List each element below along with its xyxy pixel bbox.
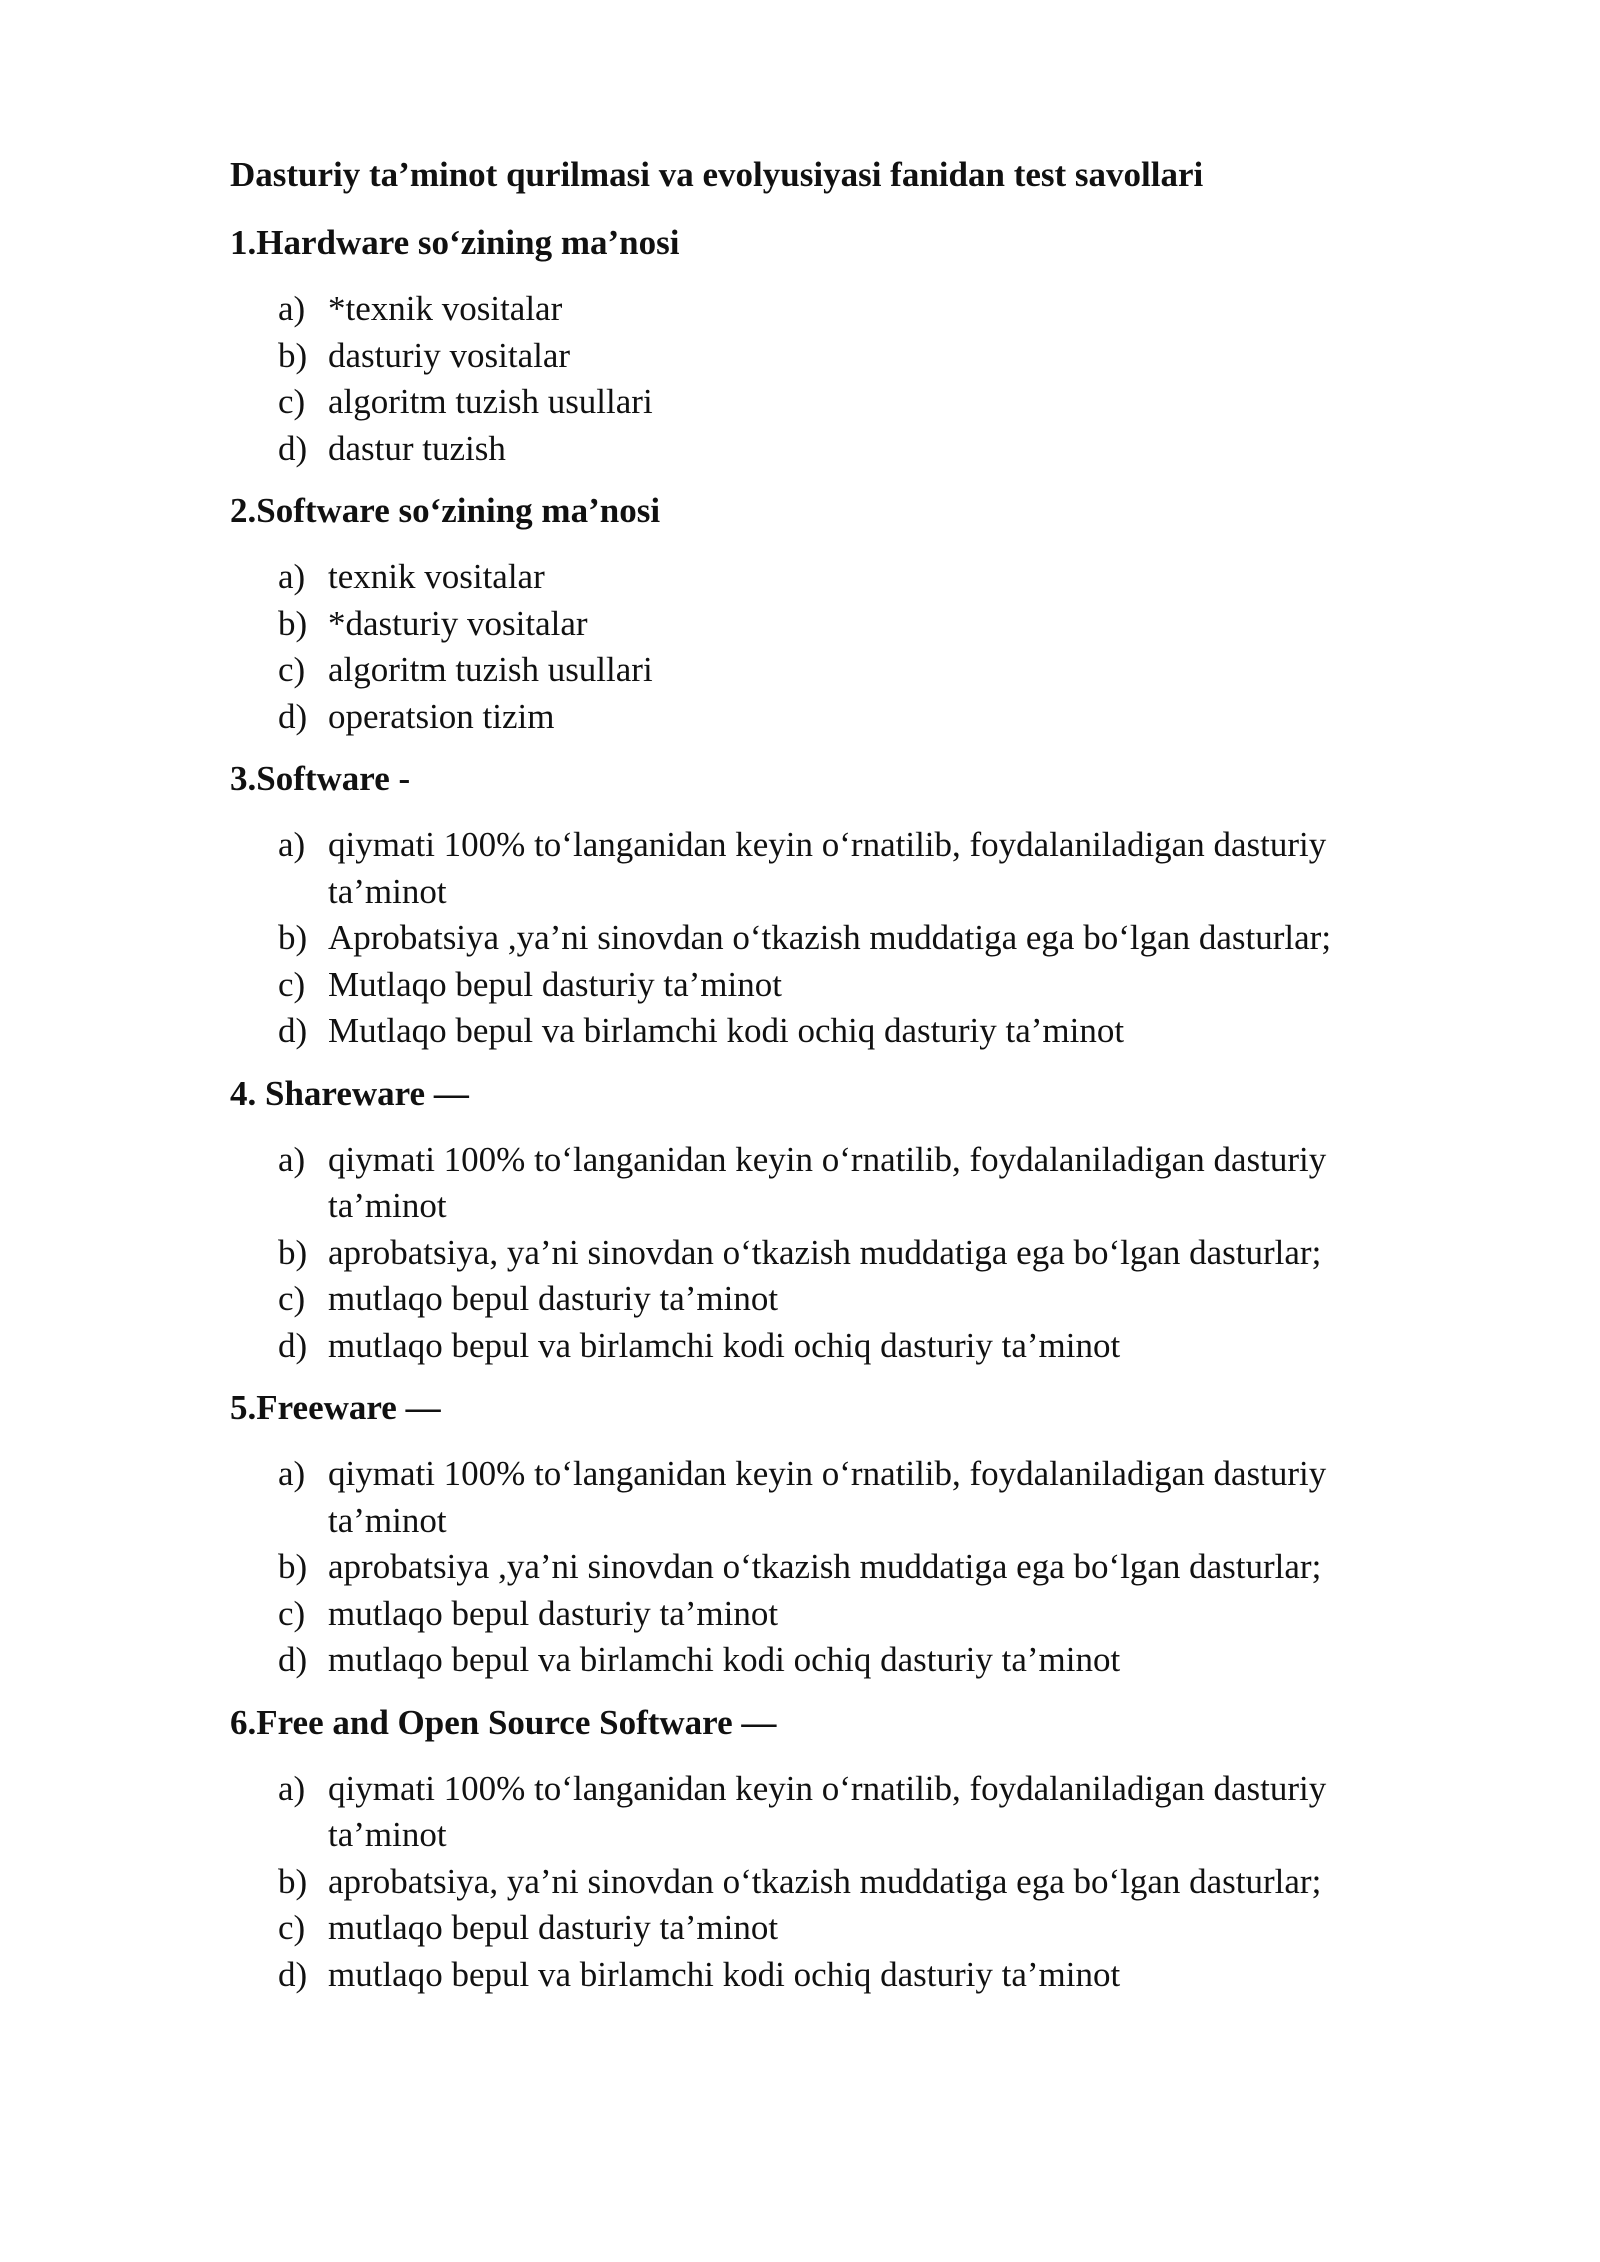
question-title: 1.Hardware so‘zining ma’nosi xyxy=(230,223,680,262)
option-letter: b) xyxy=(278,335,308,375)
option-letter: b) xyxy=(278,918,308,957)
question-4-option-c xyxy=(230,1276,1410,1323)
option-text: mutlaqo bepul va birlamchi kodi ochiq dasturiy ta’minot xyxy=(328,1325,1121,1365)
option-letter: c) xyxy=(278,964,306,1004)
option-letter: c) xyxy=(278,650,306,689)
option-text: operatsion tizim xyxy=(328,696,555,736)
question-1-option-d xyxy=(230,426,1410,473)
document-title: Dasturiy ta’minot qurilmasi va evolyusiyasi fanidan test savollari xyxy=(230,155,1204,194)
option-text: algoritm tuzish usullari xyxy=(328,382,653,421)
question-4-option-b xyxy=(230,1230,1410,1277)
option-text: algoritm tuzish usullari xyxy=(328,650,653,689)
option-letter: a) xyxy=(278,1768,306,1808)
option-letter: a) xyxy=(278,1454,306,1493)
question-title: 3.Software - xyxy=(230,759,411,798)
option-letter: b) xyxy=(278,1547,308,1586)
option-text: dasturiy vositalar xyxy=(328,335,571,375)
option-text: mutlaqo bepul dasturiy ta’minot xyxy=(328,1593,779,1633)
option-letter: d) xyxy=(278,1954,308,1994)
question-6-option-a xyxy=(230,1766,1410,1859)
option-letter: c) xyxy=(278,1908,306,1947)
question-3-option-a xyxy=(230,822,1410,915)
option-text: aprobatsiya ,ya’ni sinovdan o‘tkazish muddatiga ega bo‘lgan dasturlar; xyxy=(328,1547,1322,1586)
question-6-option-d xyxy=(230,1952,1410,1999)
question-3 xyxy=(230,754,1410,1055)
option-text: *texnik vositalar xyxy=(328,289,563,328)
option-text: qiymati 100% to‘langanidan keyin o‘rnatilib, foydalaniladigan dasturiy ta’minot xyxy=(328,1768,1327,1854)
question-2-option-d xyxy=(230,694,1410,741)
option-letter: a) xyxy=(278,1139,306,1179)
option-list xyxy=(230,1766,1410,1999)
question-5-option-d xyxy=(230,1637,1410,1684)
option-letter: b) xyxy=(278,1861,308,1901)
question-4-option-d xyxy=(230,1323,1410,1370)
option-text: Mutlaqo bepul dasturiy ta’minot xyxy=(328,964,782,1004)
question-6-option-c xyxy=(230,1905,1410,1952)
question-list xyxy=(230,218,1410,1998)
question-title: 5.Freeware — xyxy=(230,1388,441,1427)
option-text: dastur tuzish xyxy=(328,428,506,468)
question-1-option-c xyxy=(230,379,1410,426)
option-list xyxy=(230,286,1410,472)
option-letter: b) xyxy=(278,603,308,643)
option-text: aprobatsiya, ya’ni sinovdan o‘tkazish muddatiga ega bo‘lgan dasturlar; xyxy=(328,1861,1322,1901)
question-1-option-b xyxy=(230,333,1410,380)
question-3-option-c xyxy=(230,962,1410,1009)
option-letter: d) xyxy=(278,428,308,468)
option-letter: d) xyxy=(278,1325,308,1365)
question-2-option-a xyxy=(230,554,1410,601)
option-list xyxy=(230,554,1410,740)
option-list xyxy=(230,822,1410,1055)
question-2-option-c xyxy=(230,647,1410,694)
option-text: mutlaqo bepul dasturiy ta’minot xyxy=(328,1279,779,1318)
option-letter: c) xyxy=(278,1279,306,1318)
option-text: qiymati 100% to‘langanidan keyin o‘rnatilib, foydalaniladigan dasturiy ta’minot xyxy=(328,1139,1327,1225)
option-letter: d) xyxy=(278,1011,308,1050)
option-text: mutlaqo bepul va birlamchi kodi ochiq dasturiy ta’minot xyxy=(328,1640,1121,1679)
question-title: 4. Shareware — xyxy=(230,1073,469,1113)
question-3-option-d xyxy=(230,1008,1410,1055)
question-title: 2.Software so‘zining ma’nosi xyxy=(230,491,661,530)
question-1-option-a xyxy=(230,286,1410,333)
question-5 xyxy=(230,1383,1410,1684)
question-title: 6.Free and Open Source Software — xyxy=(230,1702,777,1742)
question-2-option-b xyxy=(230,601,1410,648)
question-3-option-b xyxy=(230,915,1410,962)
question-5-option-b xyxy=(230,1544,1410,1591)
option-letter: a) xyxy=(278,557,306,596)
option-list xyxy=(230,1451,1410,1684)
option-letter: d) xyxy=(278,1640,308,1679)
option-letter: c) xyxy=(278,382,306,421)
option-letter: c) xyxy=(278,1593,306,1633)
option-letter: d) xyxy=(278,696,308,736)
option-list xyxy=(230,1137,1410,1370)
question-6 xyxy=(230,1698,1410,1999)
document-page xyxy=(230,150,1410,2012)
option-letter: a) xyxy=(278,825,306,864)
option-text: qiymati 100% to‘langanidan keyin o‘rnatilib, foydalaniladigan dasturiy ta’minot xyxy=(328,1454,1327,1540)
question-5-option-a xyxy=(230,1451,1410,1544)
option-text: Mutlaqo bepul va birlamchi kodi ochiq dasturiy ta’minot xyxy=(328,1011,1125,1050)
question-4 xyxy=(230,1069,1410,1370)
option-text: texnik vositalar xyxy=(328,557,545,596)
question-1 xyxy=(230,218,1410,472)
option-letter: a) xyxy=(278,289,306,328)
option-text: qiymati 100% to‘langanidan keyin o‘rnatilib, foydalaniladigan dasturiy ta’minot xyxy=(328,825,1327,911)
option-text: Aprobatsiya ,ya’ni sinovdan o‘tkazish muddatiga ega bo‘lgan dasturlar; xyxy=(328,918,1332,957)
question-6-option-b xyxy=(230,1859,1410,1906)
option-text: mutlaqo bepul dasturiy ta’minot xyxy=(328,1908,779,1947)
option-text: aprobatsiya, ya’ni sinovdan o‘tkazish muddatiga ega bo‘lgan dasturlar; xyxy=(328,1232,1322,1272)
question-2 xyxy=(230,486,1410,740)
option-text: mutlaqo bepul va birlamchi kodi ochiq dasturiy ta’minot xyxy=(328,1954,1121,1994)
option-text: *dasturiy vositalar xyxy=(328,603,588,643)
question-4-option-a xyxy=(230,1137,1410,1230)
question-5-option-c xyxy=(230,1591,1410,1638)
option-letter: b) xyxy=(278,1232,308,1272)
